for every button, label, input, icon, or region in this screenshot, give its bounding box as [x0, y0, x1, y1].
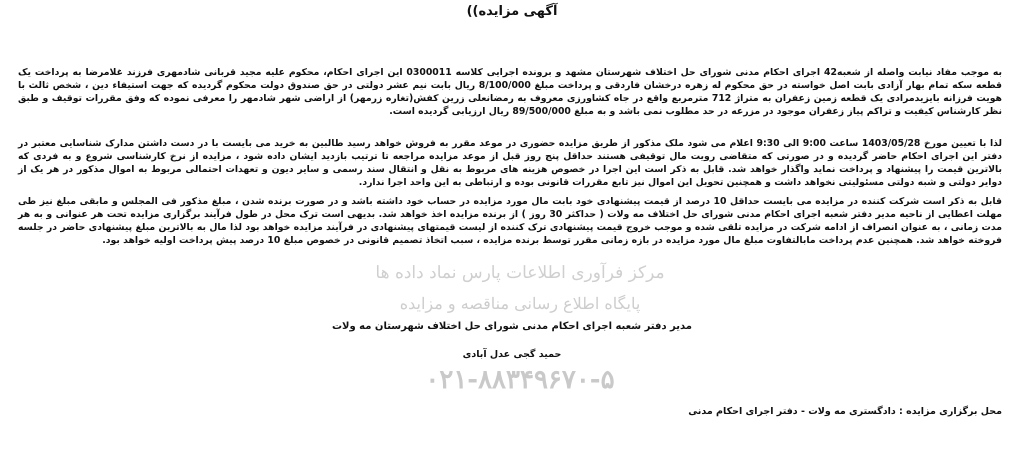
- paragraph-auction-schedule: لذا با تعیین مورخ 1403/05/28 ساعت 9:00 الی 9:30 اعلام می شود ملک مذکور از طریق مزایده حضوری در موعد مقرر به فروش خواهد رسید طالبین به خرید می بایست با در دست داشتن مدارک شناسایی معتبر در دفتر این اجرای احکام حاضر گردیده و در صورتی که متقاضی رویت مال توقیفی هستند حداقل پنج روز قبل از موعد مزایده مراجعه تا ترتیب بازدید ایشان داده شود ، مزایده از نرخ کارشناسی شروع و به فردی که بالاترین قیمت را پیشنهاد و پرداخت نماید واگذار خواهد شد. قابل به ذکر است این اجرا در خصوص هزینه های مربوط به نقل و انتقال سند رسمی و سایر دیون و تعهدات احتمالی مربوط به اموال مذکور در هر یک از دوایر دولتی و شبه دولتی مسئولیتی نخواهد داشت و همچنین تحویل این اموال نیز تابع مقررات قانونی بوده و ارتباطی به این واحد اجرا ندارد.: [18, 138, 1002, 188]
- watermark-phone: ۰۲۱-۸۸۳۴۹۶۷۰-۵: [425, 365, 615, 395]
- paragraph-case-details: به موجب مفاد نیابت واصله از شعبه42 اجرای احکام مدنی شورای حل اختلاف شهرستان مشهد و برونده اجرایی کلاسه 0300011 این اجرای احکام، محکوم علیه مجید قربانی شادمهری فرزند غلامرضا به پرداخت یک قطعه سکه تمام بهار آزادی بابت اصل خواسته در حق محکوم له زهره درخشان فاردقی و پرداخت مبلغ 8/100/000 ریال بابت نیم عشر دولتی در حق صندوق دولت محکوم گردیده که جهت استیفاء دین ، شخص ثالث با هویت فرزانه بایزیدمرادی یک قطعه زمین زعفران به متراژ 712 مترمربع واقع در جاه کشاورزی معروف به رمضانعلی زرین کفش(تغاره زرمهر) از اراضی شهر شادمهر را معرفی نموده که وفق مقررات توقیف و طبق نظر کارشناس کیفیت و تراکم پیاز زعفران موجود در مزرعه در حد مطلوب نمی باشد و به مبلغ 89/500/000 ریال ارزیابی گردیده است.: [18, 67, 1003, 117]
- notice-title: آگهی مزایده)): [466, 4, 558, 19]
- watermark-line-1: مرکز فرآوری اطلاعات پارس نماد داده ها: [375, 263, 665, 283]
- auction-venue: محل برگزاری مزایده : دادگستری مه ولات - دفتر اجرای احکام مدنی: [688, 406, 1002, 417]
- watermark-line-2: پایگاه اطلاع رسانی مناقصه و مزایده: [399, 294, 641, 313]
- paragraph-deposit-terms: قابل به ذکر است شرکت کننده در مزایده می بایست حداقل 10 درصد از قیمت پیشنهادی خود بابت مال مورد مزایده در حساب خود داشته باشد و در صورت برنده شدن ، مبلغ مذکور فی المجلس و مابقی مبلغ نیز طی مهلت اعطایی از ناحیه مدیر دفتر شعبه اجرای احکام مدنی شورای حل اختلاف مه ولات ( حداکثر 30 روز ) از برنده مزایده اخذ خواهد شد. بدیهی است ترک محل در طول فرآیند برگزاری مزایده تحت هر عنوانی و به هر مدت زمانی ، به عنوان انصراف از ادامه شرکت در مزایده تلقی شده و موجب خروج قیمت پیشنهادی ترک کننده از لیست قیمتهای پیشنهادی در فرآیند مزایده خواهد بود لذا مال به بالاترین مبلغ پیشنهادی حاضر در جلسه فروخته خواهد شد. همچنین عدم پرداخت مابالتفاوت مبلغ مال مورد مزایده در بازه زمانی مقرر توسط برنده مزایده ، سبب اتخاذ تصمیم قانونی در خصوص مبلغ 10 درصد پیش پرداخت اولیه خواهد بود.: [18, 196, 1002, 246]
- signature-office: مدیر دفتر شعبه اجرای احکام مدنی شورای حل اختلاف شهرستان مه ولات: [331, 321, 692, 332]
- signature-name: حمید گجی عدل آبادی: [462, 349, 562, 360]
